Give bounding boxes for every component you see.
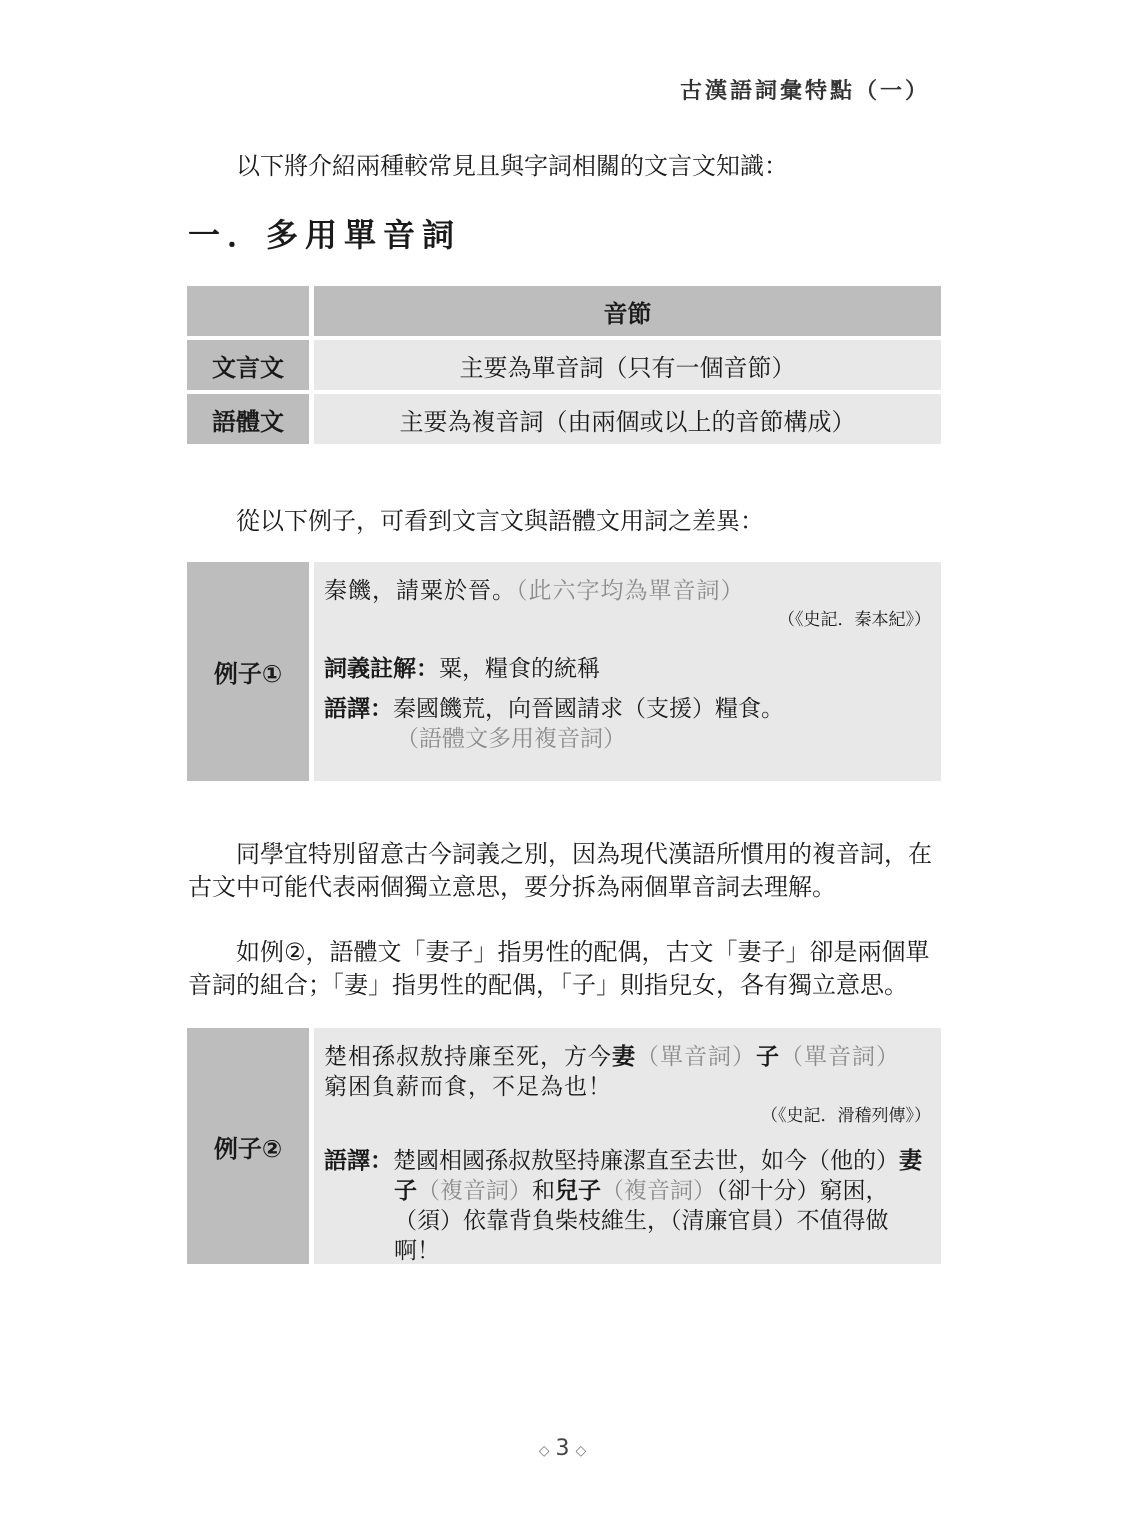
table-row-label: 語體文 (187, 394, 309, 444)
quote-text: 窮困負薪而食，不足為也！ (324, 1074, 612, 1100)
example-body (314, 1028, 941, 1264)
explanation-paragraph: 同學宜特別留意古今詞義之別，因為現代漢語所慣用的複音詞，在古文中可能代表兩個獨立意思，要分拆為兩個單音詞去理解。 (188, 840, 932, 901)
running-header: 古漢語詞彙特點（一） (679, 78, 930, 104)
quote-word: 妻 (612, 1043, 636, 1070)
page-number-text: 3 (555, 1436, 570, 1461)
quote-note: （單音詞） (636, 1044, 756, 1070)
syllable-table (187, 286, 941, 448)
table-row-value: 主要為複音詞（由兩個或以上的音節構成） (314, 394, 941, 444)
gloss-text: 粟，糧食的統稱 (439, 656, 600, 682)
translation-word: 兒子 (555, 1178, 601, 1204)
table-header-row (187, 286, 941, 336)
example-quote (324, 576, 931, 606)
table-column-header: 音節 (314, 286, 941, 336)
table-row (187, 340, 941, 390)
translation-text: 和 (532, 1178, 555, 1204)
diamond-icon: ◇ (538, 1443, 550, 1459)
translation-note: （複音詞） (601, 1178, 716, 1204)
intro2-paragraph: 從以下例子，可看到文言文與語體文用詞之差異： (236, 507, 764, 535)
quote-note: （單音詞） (780, 1044, 900, 1070)
section-heading: 一．多用單音詞 (188, 216, 462, 254)
example-box-2 (187, 1028, 941, 1264)
quote-source: （《史記．秦本紀》） (778, 610, 931, 630)
example-body (314, 562, 941, 781)
translation-line (324, 694, 931, 724)
intro-paragraph: 以下將介紹兩種較常見且與字詞相關的文言文知識： (236, 152, 788, 180)
gloss-label: 詞義註解： (324, 656, 439, 682)
translation-text: 秦國饑荒，向晉國請求（支援）糧食。 (393, 696, 784, 722)
quote-source: （《史記．滑稽列傳》） (761, 1106, 931, 1126)
example-label: 例子② (187, 1028, 309, 1264)
translation-text: （卻十分）窮困，（須）依靠背負柴枝維生，（清廉官員）不值得做啊！ (394, 1178, 889, 1264)
diamond-icon: ◇ (575, 1443, 587, 1459)
table-corner-cell (187, 286, 309, 336)
example-label: 例子① (187, 562, 309, 781)
page-number (0, 1436, 1125, 1461)
table-row-label: 文言文 (187, 340, 309, 390)
example-intro-paragraph: 如例②，語體文「妻子」指男性的配偶，古文「妻子」卻是兩個單音詞的組合；「妻」指男性的配偶，「子」則指兒女，各有獨立意思。 (188, 938, 930, 999)
quote-text: 楚相孫叔敖持廉至死，方今 (324, 1044, 612, 1070)
quote-word: 子 (756, 1043, 780, 1070)
translation-line (324, 1146, 931, 1266)
quote-note: （此六字均為單音詞） (516, 578, 745, 604)
gloss-line (324, 654, 931, 684)
translation-word: 妻子 (394, 1148, 922, 1204)
translation-label: 語譯： (324, 1148, 393, 1174)
example-box-1 (187, 562, 941, 781)
translation-text: 楚國相國孫叔敖堅持廉潔直至去世，如今（他的） (393, 1148, 899, 1174)
translation-note: （語體文多用複音詞） (396, 726, 626, 752)
table-row-value: 主要為單音詞（只有一個音節） (314, 340, 941, 390)
quote-text: 秦饑，請粟於晉。 (324, 578, 516, 604)
table-row (187, 394, 941, 444)
translation-label: 語譯： (324, 696, 393, 722)
example-quote (324, 1042, 931, 1102)
translation-note: （複音詞） (417, 1178, 532, 1204)
